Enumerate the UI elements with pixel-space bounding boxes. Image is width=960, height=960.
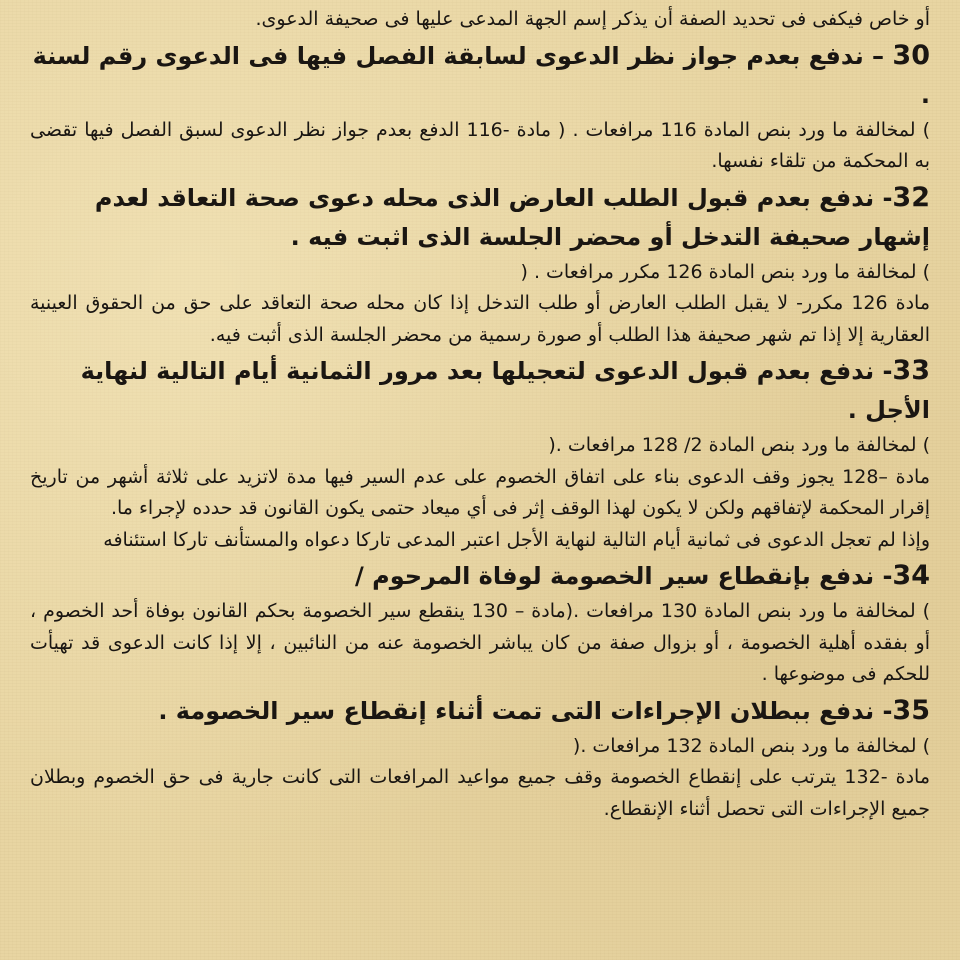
- section-paragraph: مادة –128 يجوز وقف الدعوى بناء على اتفاق الخصوم على عدم السير فيها مدة لاتزيد على ثلاثة أشهر من تاريخ إقرار المحكمة لإتفاقهم ولكن لا يكون لهذا الوقف إثر فى أي ميعاد حتمى يكون القانون قد حدده لإجراء ما.: [30, 465, 931, 519]
- section-title: - ندفع بعدم قبول الطلب العارض الذى محله دعوى صحة التعاقد لعدم إشهار صحيفة التدخل أو محضر الجلسة الذى اثبت فيه .: [94, 183, 930, 251]
- section-paragraph: ) لمخالفة ما ورد بنص المادة 2/ 128 مرافعات .(: [548, 434, 930, 456]
- intro-paragraph: أو خاص فيكفى فى تحديد الصفة أن يذكر إسم الجهة المدعى عليها فى صحيفة الدعوى.: [255, 8, 930, 30]
- section-heading: [30, 178, 930, 257]
- section-number: 32: [892, 181, 930, 213]
- section-number: 35: [892, 694, 930, 726]
- section-paragraph: ) لمخالفة ما ورد بنص المادة 126 مكرر مرافعات . (: [520, 260, 930, 283]
- section-paragraph: وإذا لم تعجل الدعوى فى ثمانية أيام التالية لنهاية الأجل اعتبر المدعى تاركا دعواه والمستأنف تاركا استئنافه: [103, 528, 930, 551]
- section-35: [30, 691, 930, 826]
- section-number: 33: [892, 355, 930, 386]
- section-number: 34: [892, 560, 930, 591]
- section-30: [30, 36, 930, 178]
- section-34: [30, 556, 930, 691]
- section-title: - ندفع بإنقطاع سير الخصومة لوفاة المرحوم /: [355, 562, 893, 590]
- section-heading: [30, 351, 930, 430]
- section-paragraph: مادة 126 مكرر- لا يقبل الطلب العارض أو طلب التدخل إذا كان محله صحة التعاقد على حق من الحقوق العينية العقارية إلا إذا تم شهر صحيفة هذا الطلب أو صورة رسمية من محضر الجلسة الذى أثبت فيه.: [30, 292, 930, 346]
- section-paragraph: ) لمخالفة ما ورد بنص المادة 130 مرافعات .(مادة – 130 ينقطع سير الخصومة بحكم القانون بوفاة أحد الخصوم ، أو بفقده أهلية الخصومة ، أو بزوال صفة من كان يباشر الخصومة عنه من النائبين ، إلا إذا كانت الدعوى قد تهيأت للحكم فى موضوعها .: [30, 600, 930, 685]
- section-32: [30, 178, 930, 352]
- section-paragraph: ) لمخالفة ما ورد بنص المادة 132 مرافعات .(: [572, 734, 930, 757]
- section-paragraph: ) لمخالفة ما ورد بنص المادة 116 مرافعات . ( مادة -116 الدفع بعدم جواز نظر الدعوى لسبق الفصل فيها تقضى به المحكمة من تلقاء نفسها.: [30, 118, 930, 172]
- section-title: - ندفع ببطلان الإجراءات التى تمت أثناء إنقطاع سير الخصومة .: [158, 696, 893, 725]
- section-number: 30: [892, 39, 930, 71]
- section-heading: [30, 556, 930, 596]
- section-heading: [30, 36, 930, 115]
- section-paragraph: مادة -132 يترتب على إنقطاع الخصومة وقف جميع مواعيد المرافعات التى كانت جارية فى حق الخصوم وبطلان جميع الإجراءات التى تحصل أثناء الإنقطاع.: [30, 766, 931, 820]
- section-heading: [30, 691, 930, 731]
- section-title: – ندفع بعدم جواز نظر الدعوى لسابقة الفصل فيها فى الدعوى رقم لسنة .: [32, 41, 930, 109]
- section-33: [30, 351, 930, 556]
- section-title: - ندفع بعدم قبول الدعوى لتعجيلها بعد مرور الثمانية أيام التالية لنهاية الأجل .: [80, 357, 930, 424]
